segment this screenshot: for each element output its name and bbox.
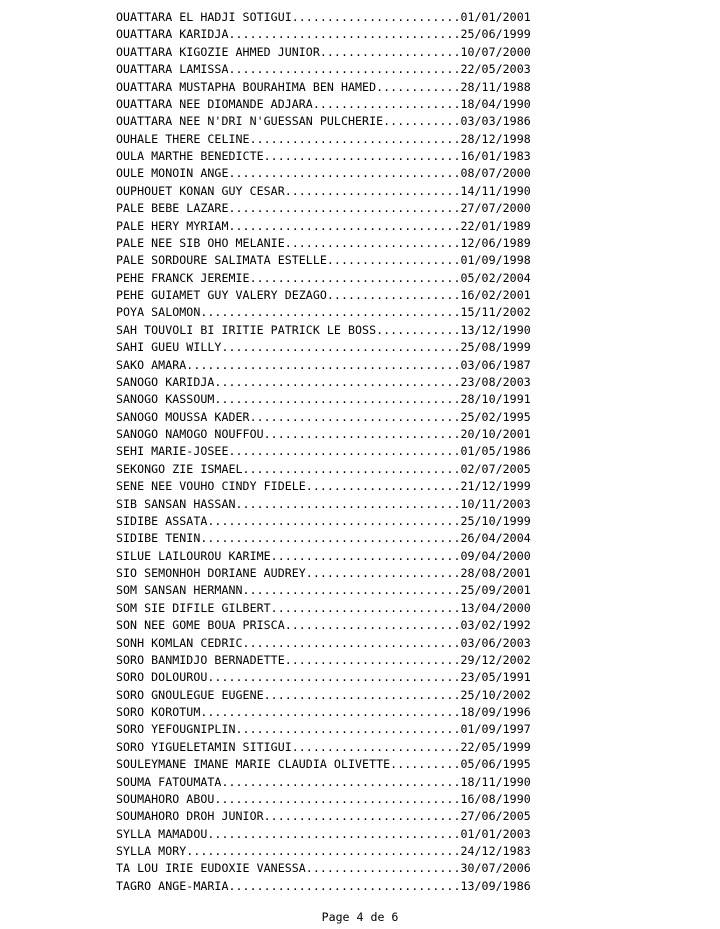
list-item: SORO YIGUELETAMIN SITIGUI........................22/05/1999	[116, 739, 531, 754]
list-item: SONH KOMLAN CEDRIC...............................03/06/2003	[116, 635, 531, 650]
list-item: SIDIBE ASSATA....................................25/10/1999	[116, 513, 531, 528]
list-item: SOM SANSAN HERMANN...............................25/09/2001	[116, 583, 531, 598]
list-item: SORO KOROTUM.....................................18/09/1996	[116, 705, 531, 719]
list-item: SANOGO MOUSSA KADER..............................25/02/1995	[116, 409, 531, 424]
list-item: SON NEE GOME BOUA PRISCA.........................03/02/1992	[116, 618, 531, 633]
list-item: SAHI GUEU WILLY..................................25/08/1999	[116, 340, 531, 355]
list-item: OULA MARTHE BENEDICTE............................16/01/1983	[116, 149, 531, 163]
list-item: PALE HERY MYRIAM.................................22/01/1989	[116, 218, 531, 233]
list-item: SIB SANSAN HASSAN................................10/11/2003	[116, 496, 531, 511]
list-item: OULE MONOIN ANGE.................................08/07/2000	[116, 166, 531, 181]
list-item: SORO YEFOUGNIPLIN................................01/09/1997	[116, 722, 531, 737]
list-item: SORO GNOULEGUE EUGENE............................25/10/2002	[116, 687, 531, 702]
list-item: PALE NEE SIB OHO MELANIE.........................12/06/1989	[116, 235, 531, 250]
list-item: POYA SALOMON.....................................15/11/2002	[116, 305, 531, 320]
list-item: PEHE FRANCK JEREMIE..............................05/02/2004	[116, 270, 531, 285]
list-item: SYLLA MAMADOU....................................01/01/2003	[116, 826, 531, 841]
list-item: OUATTARA NEE DIOMANDE ADJARA.....................18/04/1990	[116, 96, 531, 111]
list-item: OUATTARA KARIDJA.................................25/06/1999	[116, 27, 531, 42]
list-item: SEHI MARIE-JOSEE.................................01/05/1986	[116, 444, 531, 459]
list-item: SANOGO KASSOUM...................................28/10/1991	[116, 392, 531, 407]
list-item: SIDIBE TENIN.....................................26/04/2004	[116, 531, 531, 546]
list-item: SOUMAHORO ABOU...................................16/08/1990	[116, 791, 531, 806]
name-date-list	[116, 9, 531, 895]
page-number: Page 4 de 6	[321, 910, 399, 924]
list-item: OUATTARA EL HADJI SOTIGUI........................01/01/2001	[116, 10, 531, 24]
list-item: SORO DOLOUROU....................................23/05/1991	[116, 670, 531, 685]
list-item: OUATTARA LAMISSA.................................22/05/2003	[116, 62, 531, 77]
list-item: OUATTARA MUSTAPHA BOURAHIMA BEN HAMED............28/11/1988	[116, 79, 531, 94]
list-item: TAGRO ANGE-MARIA.................................13/09/1986	[116, 878, 531, 893]
list-item: PALE BEBE LAZARE.................................27/07/2000	[116, 201, 531, 216]
list-item: SILUE LAILOUROU KARIME...........................09/04/2000	[116, 548, 531, 563]
list-item: SEKONGO ZIE ISMAEL...............................02/07/2005	[116, 461, 531, 476]
list-item: SENE NEE VOUHO CINDY FIDELE......................21/12/1999	[116, 479, 531, 494]
list-item: PEHE GUIAMET GUY VALERY DEZAGO...................16/02/2001	[116, 288, 531, 302]
list-item: SOUMA FATOUMATA..................................18/11/1990	[116, 774, 531, 789]
list-item: SANOGO KARIDJA...................................23/08/2003	[116, 374, 531, 389]
list-item: SAH TOUVOLI BI IRITIE PATRICK LE BOSS............13/12/1990	[116, 322, 531, 337]
list-item: OUATTARA NEE N'DRI N'GUESSAN PULCHERIE...........03/03/1986	[116, 114, 531, 129]
list-item: OUHALE THERE CELINE..............................28/12/1998	[116, 131, 531, 146]
list-item: OUATTARA KIGOZIE AHMED JUNIOR....................10/07/2000	[116, 44, 531, 59]
list-item: OUPHOUET KONAN GUY CESAR.........................14/11/1990	[116, 183, 531, 198]
list-item: SAKO AMARA.......................................03/06/1987	[116, 357, 531, 372]
list-item: SOM SIE DIFILE GILBERT...........................13/04/2000	[116, 600, 531, 615]
list-item: PALE SORDOURE SALIMATA ESTELLE...................01/09/1998	[116, 253, 531, 268]
list-item: SANOGO NAMOGO NOUFFOU............................20/10/2001	[116, 427, 531, 441]
list-item: SIO SEMONHOH DORIANE AUDREY......................28/08/2001	[116, 566, 531, 580]
list-item: SOUMAHORO DROH JUNIOR............................27/06/2005	[116, 809, 531, 824]
list-item: SORO BANMIDJO BERNADETTE.........................29/12/2002	[116, 652, 531, 667]
list-item: SYLLA MORY.......................................24/12/1983	[116, 844, 531, 858]
list-item: SOULEYMANE IMANE MARIE CLAUDIA OLIVETTE..........05/06/1995	[116, 757, 531, 772]
list-item: TA LOU IRIE EUDOXIE VANESSA......................30/07/2006	[116, 861, 531, 876]
